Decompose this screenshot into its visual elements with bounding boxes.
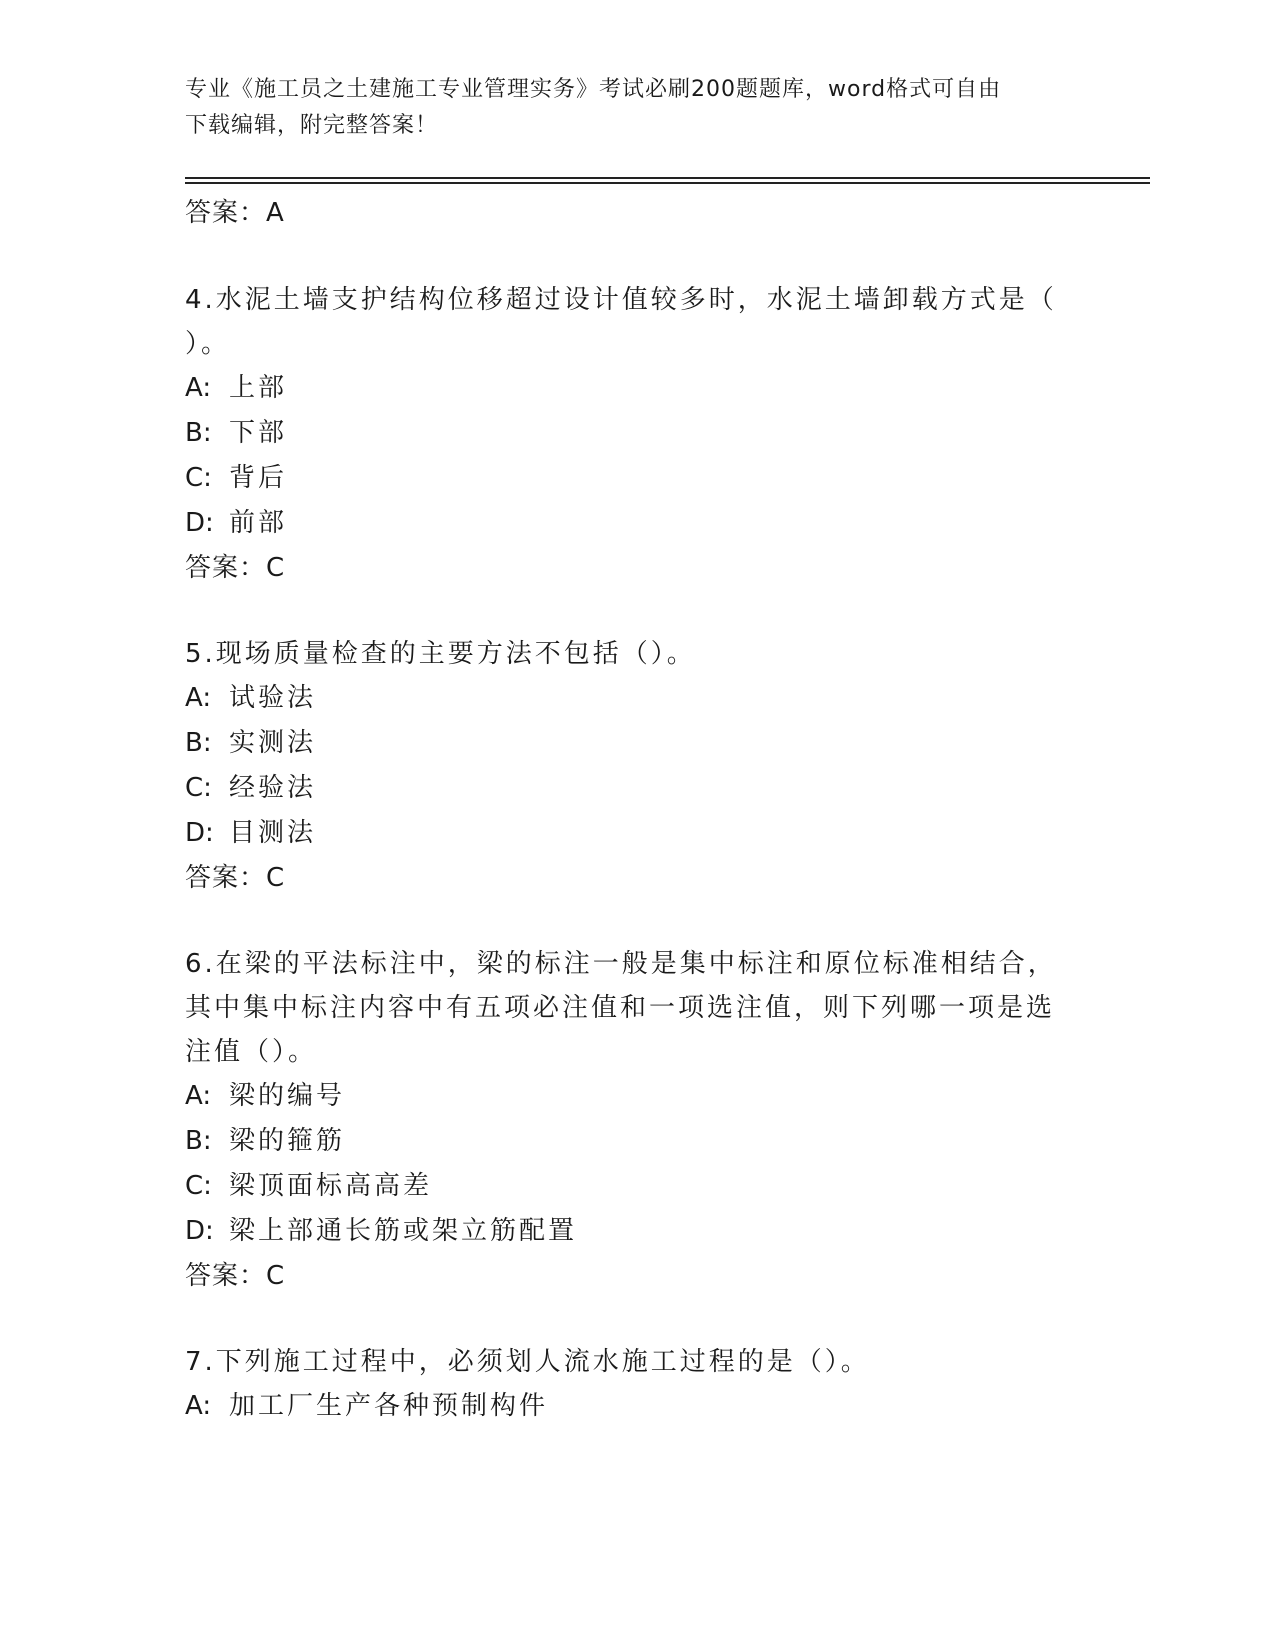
question-text-line: 注值（）。 — [185, 1037, 318, 1067]
option-text: 实测法 — [229, 728, 317, 758]
question-text-line: 5.现场质量检查的主要方法不包括（）。 — [185, 639, 696, 669]
option-d — [185, 811, 1085, 856]
option-key: C: — [185, 773, 212, 803]
option-c — [185, 1164, 1085, 1209]
header-rule-bottom — [185, 182, 1150, 184]
option-d — [185, 1209, 1085, 1254]
header-rule-top — [185, 177, 1150, 179]
option-text: 加工厂生产各种预制构件 — [229, 1391, 549, 1421]
option-text: 梁上部通长筋或架立筋配置 — [229, 1216, 578, 1246]
option-c — [185, 766, 1085, 811]
question-text-line: 4.水泥土墙支护结构位移超过设计值较多时，水泥土墙卸载方式是（ — [185, 285, 1057, 315]
option-text: 前部 — [229, 508, 288, 538]
option-key: D: — [185, 508, 214, 538]
option-key: B: — [185, 418, 212, 448]
option-b — [185, 411, 1085, 456]
option-key: C: — [185, 463, 212, 493]
option-key: B: — [185, 728, 212, 758]
question-list — [185, 191, 1085, 1429]
question-7 — [185, 1340, 1085, 1429]
option-text: 目测法 — [229, 818, 317, 848]
option-text: 下部 — [229, 418, 288, 448]
option-key: A: — [185, 1391, 212, 1421]
header-line-2: 下载编辑，附完整答案！ — [185, 113, 439, 138]
option-text: 梁的箍筋 — [229, 1126, 346, 1156]
option-text: 经验法 — [229, 773, 317, 803]
option-b — [185, 1119, 1085, 1164]
option-key: A: — [185, 373, 212, 403]
question-answer: 答案：C — [185, 1261, 286, 1291]
question-answer: 答案：C — [185, 553, 286, 583]
option-a — [185, 1384, 1085, 1429]
option-key: A: — [185, 683, 212, 713]
header-line-1: 专业《施工员之土建施工专业管理实务》考试必刷200题题库，word格式可自由 — [185, 77, 1002, 102]
option-key: A: — [185, 1081, 212, 1111]
question-4 — [185, 278, 1085, 590]
option-d — [185, 501, 1085, 546]
question-answer: 答案：C — [185, 863, 286, 893]
question-text-line: 6.在梁的平法标注中，梁的标注一般是集中标注和原位标准相结合， — [185, 949, 1057, 979]
option-c — [185, 456, 1085, 501]
previous-answer: 答案：A — [185, 198, 285, 228]
option-key: B: — [185, 1126, 212, 1156]
option-text: 梁顶面标高高差 — [229, 1171, 433, 1201]
question-6 — [185, 942, 1085, 1298]
question-text-line: 7.下列施工过程中，必须划人流水施工过程的是（）。 — [185, 1347, 870, 1377]
option-key: C: — [185, 1171, 212, 1201]
option-text: 试验法 — [229, 683, 317, 713]
option-a — [185, 366, 1085, 411]
document-header — [185, 72, 1065, 144]
option-key: D: — [185, 818, 214, 848]
option-text: 背后 — [229, 463, 288, 493]
option-b — [185, 721, 1085, 766]
option-key: D: — [185, 1216, 214, 1246]
option-a — [185, 1074, 1085, 1119]
question-text-line: 其中集中标注内容中有五项必注值和一项选注值，则下列哪一项是选 — [185, 993, 1056, 1023]
question-text-line: ）。 — [185, 329, 231, 359]
option-a — [185, 676, 1085, 721]
question-5 — [185, 632, 1085, 900]
option-text: 上部 — [229, 373, 288, 403]
option-text: 梁的编号 — [229, 1081, 346, 1111]
